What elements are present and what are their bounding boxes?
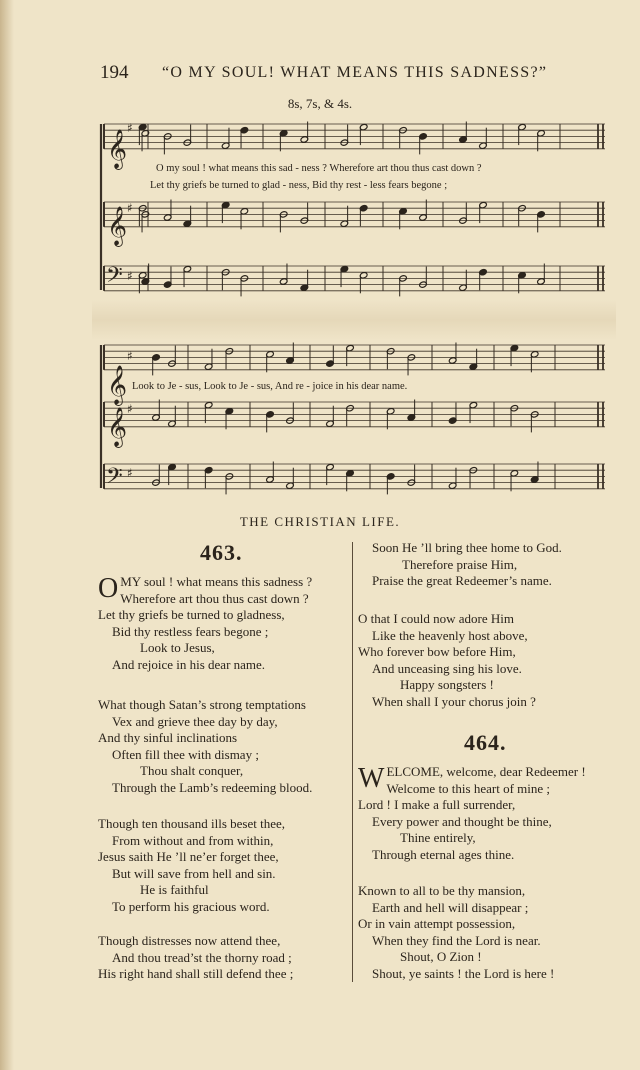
verse-line: Though distresses now attend thee,: [98, 933, 281, 948]
verse-line: And thy sinful inclinations: [98, 730, 238, 746]
svg-text:♯: ♯: [127, 466, 133, 480]
page-number: 194: [100, 62, 129, 83]
verse-line: Shout, ye saints ! the Lord is here !: [372, 965, 555, 981]
clefs: [106, 129, 127, 494]
verse-line: Every power and thought be thine,: [372, 813, 552, 829]
verse-line: ELCOME, welcome, dear Redeemer !: [386, 764, 586, 779]
svg-text:♯: ♯: [127, 121, 133, 135]
svg-text:♯: ♯: [127, 269, 133, 283]
verse-line: Though ten thousand ills beset thee,: [98, 816, 286, 831]
svg-text:𝄞: 𝄞: [107, 365, 128, 405]
lyrics-line-2: Let thy griefs be turned to glad - ness, Bid thy rest - less fears begone ;: [150, 180, 448, 191]
verse-line: Praise the great Redeemer’s name.: [372, 573, 552, 589]
verse-line: His right hand shall still defend thee ;: [98, 966, 294, 982]
verse-line: Welcome to this heart of mine ;: [386, 780, 551, 796]
hymn-463-stanza-2: [98, 697, 312, 797]
verse-line: Or in vain attempt possession,: [358, 916, 516, 932]
hymn-463-stanza-5: [358, 611, 536, 711]
hymn-464-stanza-2: [358, 883, 554, 983]
svg-text:𝄢: 𝄢: [106, 464, 123, 494]
verse-line: Thou shalt conquer,: [140, 763, 244, 779]
verse-line: Look to Jesus,: [140, 640, 215, 656]
key-signatures: [127, 121, 133, 480]
hymn-464-stanza-1: [358, 764, 618, 864]
verse-line: Therefore praise Him,: [402, 556, 518, 572]
verse-line: But will save from hell and sin.: [112, 865, 276, 881]
section-title: THE CHRISTIAN LIFE.: [239, 514, 401, 529]
verse-line: O that I could now adore Him: [358, 611, 514, 626]
verse-line: Lord ! I make a full surrender,: [358, 797, 516, 813]
verse-line: When shall I your chorus join ?: [372, 693, 536, 709]
verse-line: From without and from within,: [112, 832, 274, 848]
verse-line: Happy songsters !: [400, 677, 494, 693]
verse-line: And rejoice in his dear name.: [112, 656, 266, 672]
hymn-463-stanza-4-continued: [372, 540, 562, 590]
svg-text:𝄞: 𝄞: [107, 407, 128, 447]
running-title: “O MY SOUL! WHAT MEANS THIS SADNESS?”: [162, 64, 548, 81]
verse-line: Shout, O Zion !: [400, 949, 482, 965]
verse-line: Jesus saith He ’ll ne’er forget thee,: [98, 849, 279, 865]
hymn-463-stanza-1: [98, 574, 350, 674]
verse-line: And thou tread’st the thorny road ;: [112, 949, 292, 965]
lyrics-line-3: Look to Je - sus, Look to Je - sus, And re - joice in his dear name.: [132, 381, 408, 392]
verse-line: And unceasing sing his love.: [372, 660, 522, 676]
hymn-463-stanza-4: [98, 933, 293, 983]
bar-lines: [101, 124, 603, 489]
svg-text:𝄞: 𝄞: [107, 129, 128, 169]
notes: [138, 122, 545, 495]
verse-line: To perform his gracious word.: [112, 898, 270, 914]
verse-line: Wherefore art thou thus cast down ?: [120, 590, 309, 606]
svg-text:♯: ♯: [127, 201, 133, 215]
svg-text:♯: ♯: [127, 349, 133, 363]
verse-line: Earth and hell will disappear ;: [372, 899, 529, 915]
verse-line: Let thy griefs be turned to gladness,: [98, 607, 285, 623]
verse-line: Bid thy restless fears begone ;: [112, 623, 269, 639]
verse-line: Often fill thee with dismay ;: [112, 746, 259, 762]
verse-line: Thine entirely,: [400, 830, 476, 846]
dropcap-o: O: [98, 573, 119, 604]
svg-text:𝄢: 𝄢: [106, 263, 123, 293]
verse-line: Through the Lamb’s redeeming blood.: [112, 779, 313, 795]
verse-line: Like the heavenly host above,: [372, 627, 528, 643]
column-divider: [352, 542, 353, 982]
verse-line: When they find the Lord is near.: [372, 932, 541, 948]
staff-lines: [104, 124, 605, 489]
verse-line: Through eternal ages thine.: [372, 846, 515, 862]
verse-line: Vex and grieve thee day by day,: [112, 713, 278, 729]
svg-text:𝄞: 𝄞: [107, 206, 128, 246]
verse-line: What though Satan’s strong temptations: [98, 697, 306, 712]
hymn-464-number: 464.: [464, 730, 507, 755]
verse-line: Soon He ’ll bring thee home to God.: [372, 540, 562, 555]
svg-text:♯: ♯: [127, 402, 133, 416]
hymn-463-number: 463.: [200, 540, 243, 565]
verse-line: MY soul ! what means this sadness ?: [120, 574, 313, 589]
lyrics-line-1: O my soul ! what means this sad - ness ? Wherefore art thou thus cast down ?: [156, 163, 482, 174]
hymn-463-stanza-3: [98, 816, 285, 916]
music-score: [0, 0, 640, 500]
verse-line: He is faithful: [140, 882, 209, 898]
verse-line: Who forever bow before Him,: [358, 644, 516, 660]
meter-marking: 8s, 7s, & 4s.: [287, 96, 353, 111]
dropcap-w: W: [358, 763, 385, 794]
verse-line: Known to all to be thy mansion,: [358, 883, 526, 898]
